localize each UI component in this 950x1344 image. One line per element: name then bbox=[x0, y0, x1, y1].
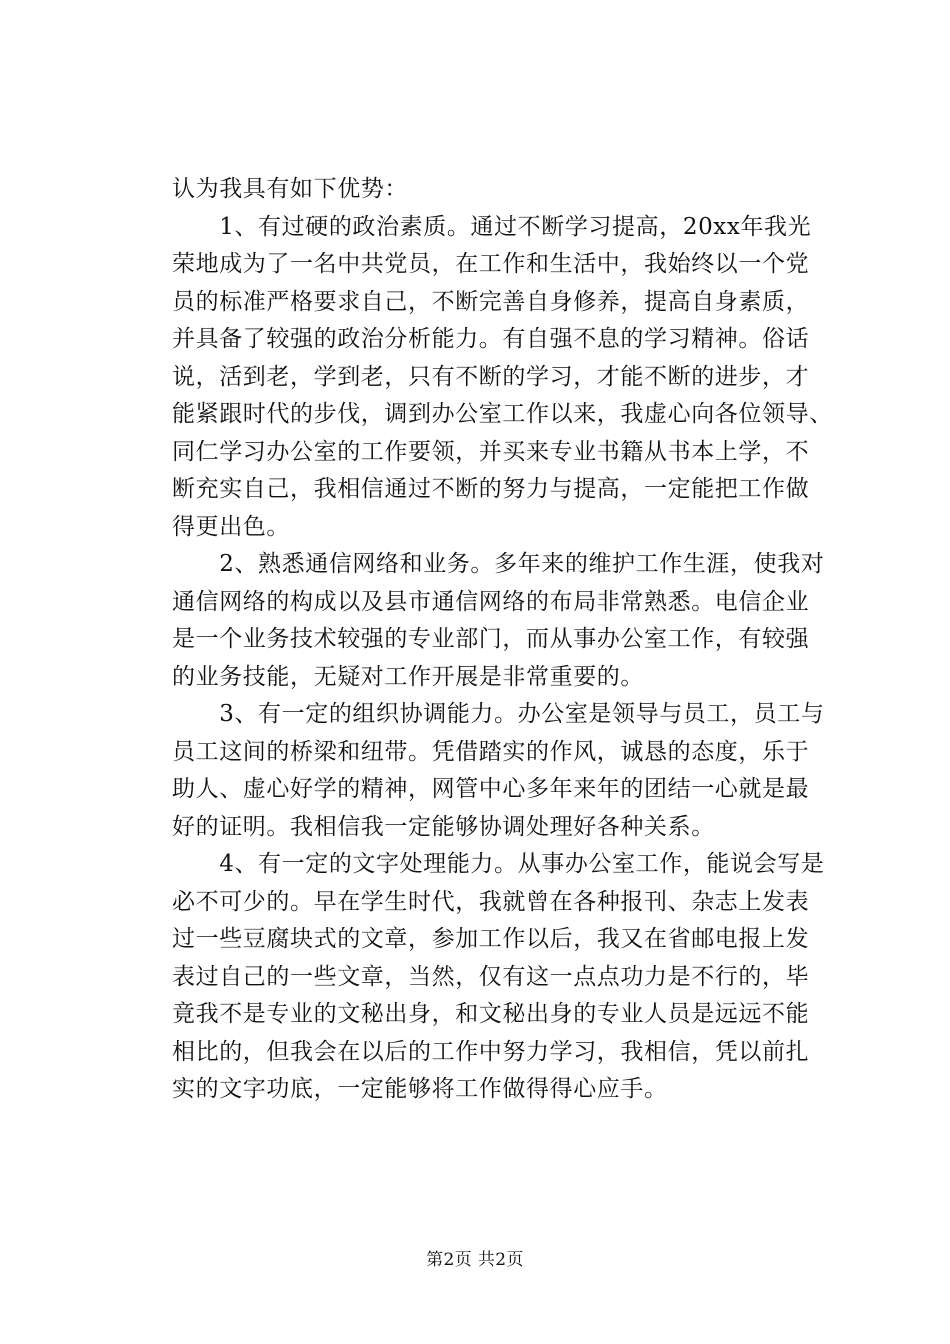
text-line: 并具备了较强的政治分析能力。有自强不息的学习精神。俗话 bbox=[172, 326, 810, 352]
text-line: 是一个业务技术较强的专业部门，而从事办公室工作，有较强 bbox=[172, 626, 810, 652]
document-body bbox=[172, 171, 832, 1109]
text-line: 4、有一定的文字处理能力。从事办公室工作，能说会写是 bbox=[172, 851, 825, 877]
text-line: 同仁学习办公室的工作要领，并买来专业书籍从书本上学，不 bbox=[172, 438, 810, 465]
text-line: 断充实自己，我相信通过不断的努力与提高，一定能把工作做 bbox=[172, 476, 810, 502]
text-line: 表过自己的一些文章，当然，仅有这一点点功力是不行的，毕 bbox=[172, 963, 810, 990]
text-line: 的业务技能，无疑对工作开展是非常重要的。 bbox=[172, 663, 644, 690]
text-line: 实的文字功底，一定能够将工作做得得心应手。 bbox=[172, 1076, 668, 1102]
text-line: 员的标准严格要求自己，不断完善自身修养，提高自身素质， bbox=[172, 288, 810, 315]
text-line: 2、熟悉通信网络和业务。多年来的维护工作生涯，使我对 bbox=[172, 551, 825, 577]
text-line: 通信网络的构成以及县市通信网络的布局非常熟悉。电信企业 bbox=[172, 588, 810, 615]
text-line: 助人、虚心好学的精神，网管中心多年来年的团结一心就是最 bbox=[172, 776, 810, 802]
text-line: 能紧跟时代的步伐，调到办公室工作以来，我虚心向各位领导、 bbox=[172, 401, 833, 427]
text-line: 1、有过硬的政治素质。通过不断学习提高，20xx年我光 bbox=[172, 213, 812, 240]
text-line: 说，活到老，学到老，只有不断的学习，才能不断的进步，才 bbox=[172, 363, 810, 390]
text-line: 认为我具有如下优势： bbox=[172, 176, 408, 202]
text-line: 员工这间的桥梁和纽带。凭借踏实的作风，诚恳的态度，乐于 bbox=[172, 738, 810, 765]
text-line: 3、有一定的组织协调能力。办公室是领导与员工，员工与 bbox=[172, 701, 825, 727]
text-line: 好的证明。我相信我一定能够协调处理好各种关系。 bbox=[172, 813, 715, 840]
text-line: 必不可少的。早在学生时代，我就曾在各种报刊、杂志上发表 bbox=[172, 888, 810, 915]
text-line: 竟我不是专业的文秘出身，和文秘出身的专业人员是远远不能 bbox=[172, 1001, 810, 1027]
text-line: 得更出色。 bbox=[172, 513, 290, 540]
text-line: 过一些豆腐块式的文章，参加工作以后，我又在省邮电报上发 bbox=[172, 926, 810, 952]
text-line: 相比的，但我会在以后的工作中努力学习，我相信，凭以前扎 bbox=[172, 1038, 810, 1065]
text-line: 荣地成为了一名中共党员，在工作和生活中，我始终以一个党 bbox=[172, 251, 810, 277]
page-footer: 第2页 共2页 bbox=[426, 1250, 524, 1270]
